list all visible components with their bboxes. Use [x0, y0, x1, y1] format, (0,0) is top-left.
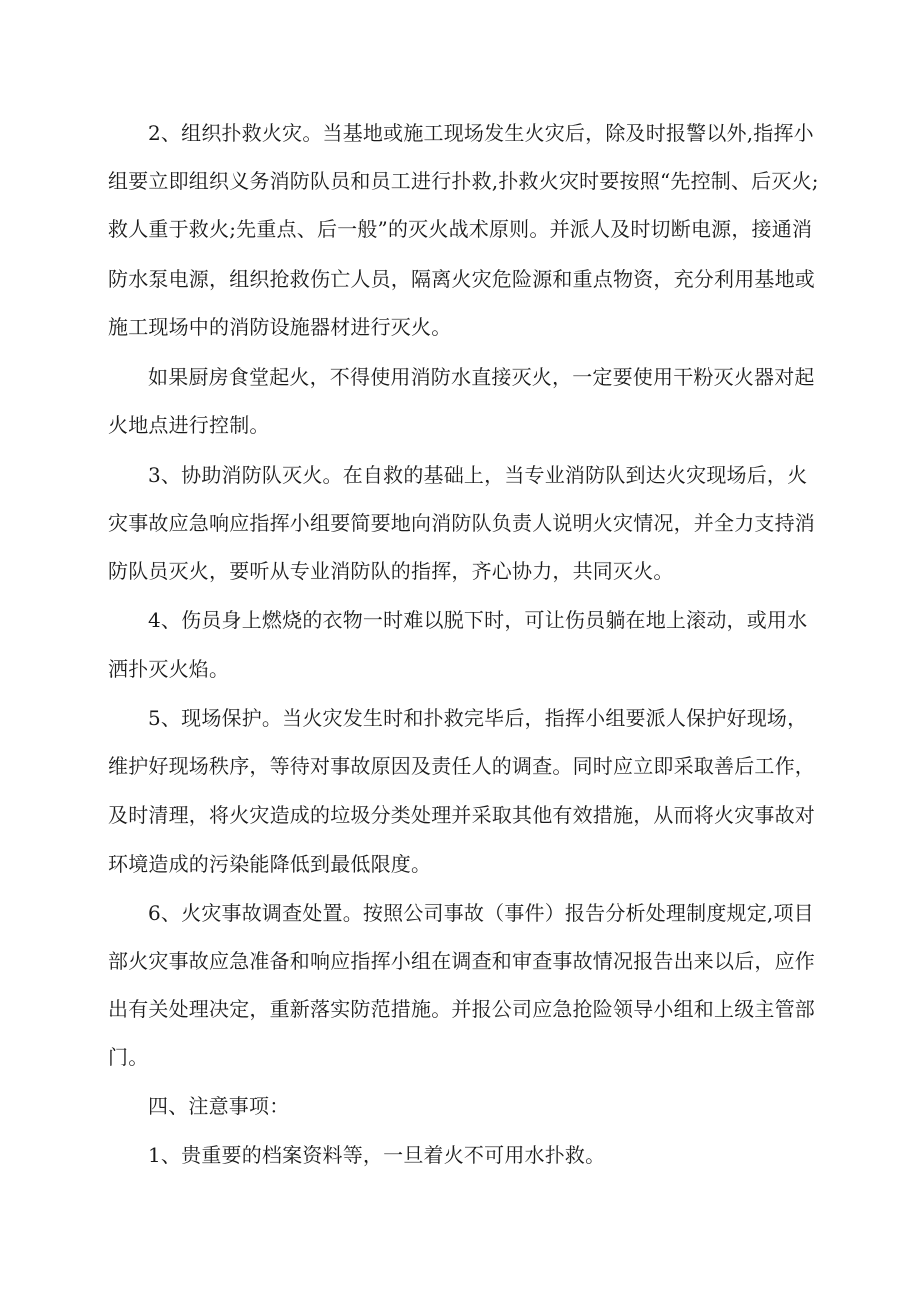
paragraph-3-line-1: 3、协助消防队灭火。在自救的基础上，当专业消防队到达火灾现场后，火 [148, 463, 808, 487]
paragraph-3-line-3: 防队员灭火，要听从专业消防队的指挥，齐心协力，共同灭火。 [108, 559, 674, 583]
paragraph-5-line-4: 环境造成的污染能降低到最低限度。 [108, 852, 432, 876]
paragraph-3-line-2: 灾事故应急响应指挥小组要简要地向消防队负责人说明火灾情况，并全力支持消 [108, 511, 815, 535]
paragraph-kitchen-line-2: 火地点进行控制。 [108, 413, 270, 437]
paragraph-6-line-4: 门。 [108, 1045, 149, 1069]
paragraph-kitchen-line-1: 如果厨房食堂起火，不得使用消防水直接灭火，一定要使用干粉灭火器对起 [148, 365, 815, 389]
paragraph-5-line-3: 及时清理，将火灾造成的垃圾分类处理并采取其他有效措施，从而将火灾事故对 [108, 803, 815, 827]
paragraph-2-line-5: 施工现场中的消防设施器材进行灭火。 [108, 315, 452, 339]
section-heading-precautions: 四、注意事项： [148, 1094, 290, 1118]
paragraph-4-line-1: 4、伤员身上燃烧的衣物一时难以脱下时，可让伤员躺在地上滚动，或用水 [148, 608, 808, 632]
paragraph-5-line-2: 维护好现场秩序，等待对事故原因及责任人的调查。同时应立即采取善后工作， [108, 754, 815, 778]
paragraph-2-line-3: 救人重于救火;先重点、后一般”的灭火战术原则。并派人及时切断电源，接通消 [108, 217, 813, 241]
paragraph-6-line-2: 部火灾事故应急准备和响应指挥小组在调查和审查事故情况报告出来以后，应作 [108, 949, 815, 973]
paragraph-2-line-2: 组要立即组织义务消防队员和员工进行扑救,扑救火灾时要按照“先控制、后灭火; [108, 169, 819, 193]
paragraph-4-line-2: 洒扑灭火焰。 [108, 657, 230, 681]
precaution-item-1: 1、贵重要的档案资料等，一旦着火不可用水扑救。 [148, 1143, 606, 1167]
paragraph-2-line-1: 2、组织扑救火灾。当基地或施工现场发生火灾后，除及时报警以外,指挥小 [148, 121, 814, 145]
paragraph-2-line-4: 防水泵电源，组织抢救伤亡人员，隔离火灾危险源和重点物资，充分利用基地或 [108, 267, 815, 291]
paragraph-6-line-3: 出有关处理决定，重新落实防范措施。并报公司应急抢险领导小组和上级主管部 [108, 997, 815, 1021]
paragraph-5-line-1: 5、现场保护。当火灾发生时和扑救完毕后，指挥小组要派人保护好现场， [148, 706, 808, 730]
paragraph-6-line-1: 6、火灾事故调查处置。按照公司事故（事件）报告分析处理制度规定,项目 [148, 901, 814, 925]
